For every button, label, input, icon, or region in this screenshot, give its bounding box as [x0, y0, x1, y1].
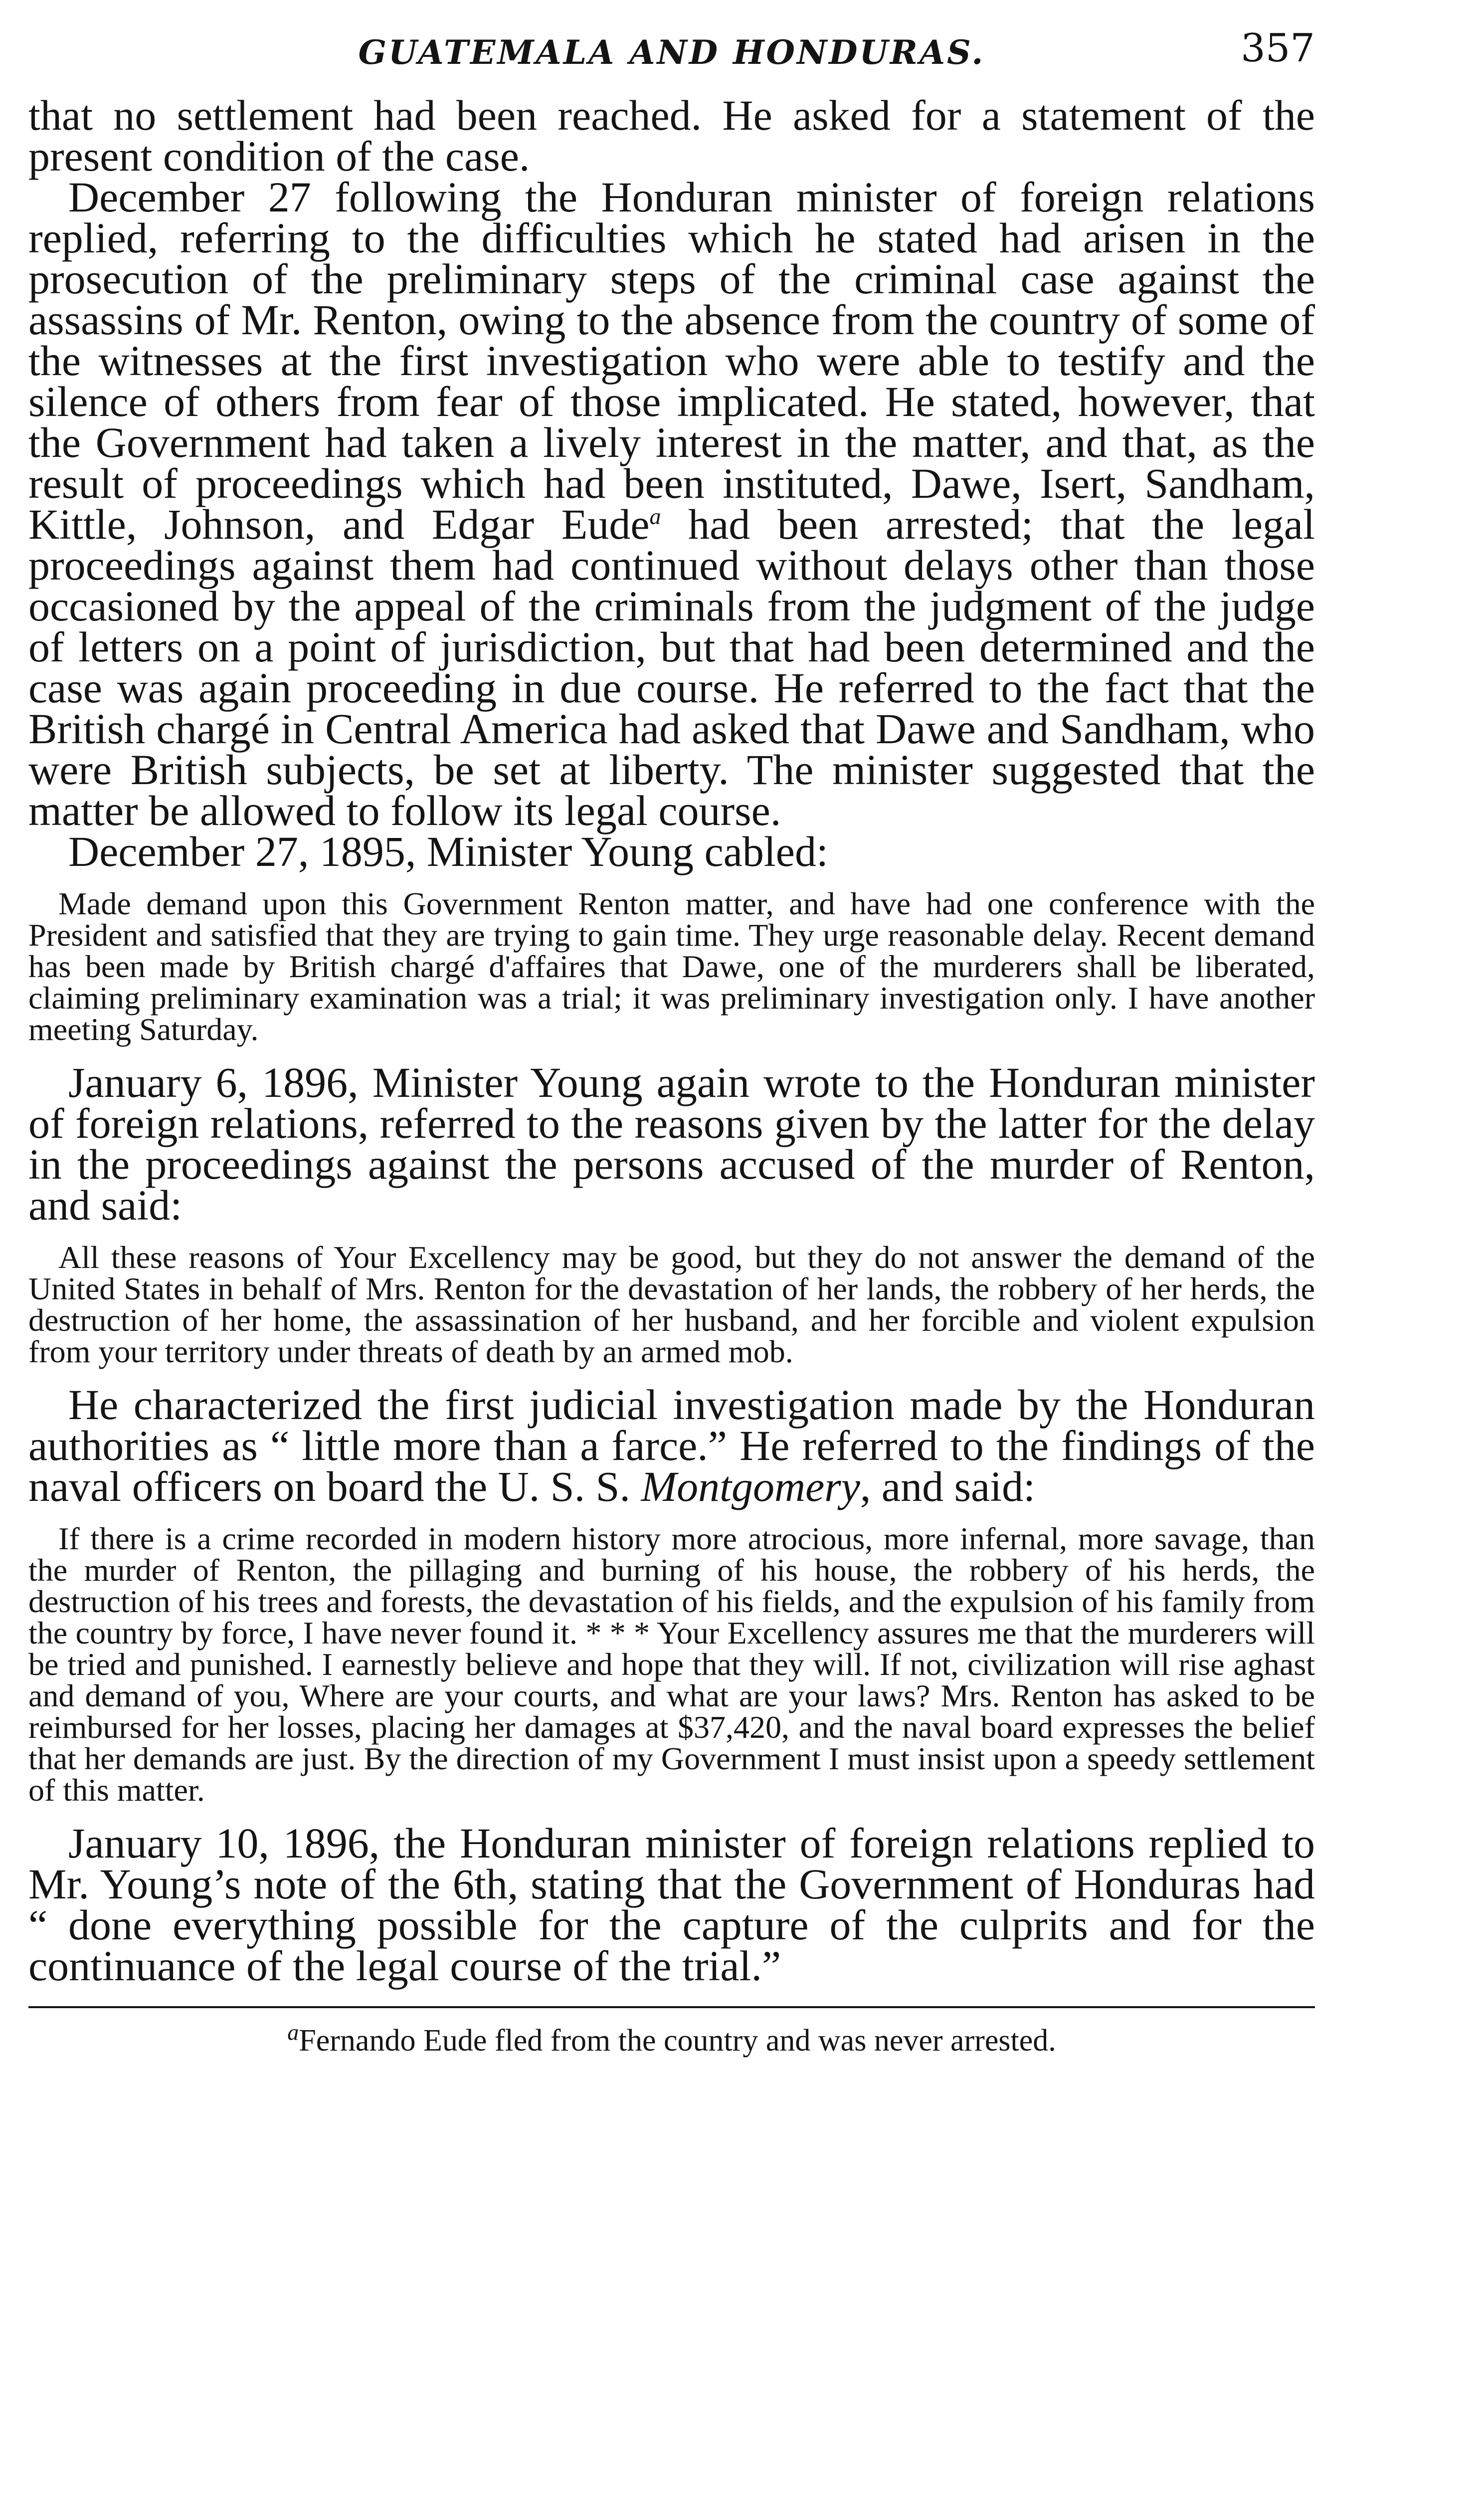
paragraph-2-text-b: had been arrested; that the legal proceedings against them had continued without delays other than those occasioned by the appeal of the criminals from the judgment of the judge of letters on a point of jurisdiction, but that had been determined and the case was again proceeding in due course. He referred to the fact that the British chargé in Central America had asked that Dawe and Sandham, who were British subjects, be set at liberty. The minister suggested that the matter be allowed to follow its legal course. [28, 500, 1315, 834]
page-number: 357 [1241, 26, 1315, 71]
quote-cable: Made demand upon this Government Renton matter, and have had one conference with the President and satisfied that they are trying to gain time. They urge reasonable delay. Recent demand has been made by British chargé d'affaires that Dawe, one of the murderers shall be liberated, claiming preliminary examination was a trial; it was preliminary investigation only. I have another meeting Saturday. [28, 886, 1315, 1047]
paragraph-6: January 10, 1896, the Honduran minister of foreign relations replied to Mr. Young’s note of the 6th, stating that the Government of Honduras had “ done everything possible for the capture of the culprits and for the continuance of the legal course of the trial.” [28, 1819, 1315, 1990]
paragraph-2 [28, 173, 1315, 834]
paragraph-5 [28, 1381, 1315, 1510]
paragraph-4: January 6, 1896, Minister Young again wrote to the Honduran minister of foreign relations, referred to the reasons given by the latter for the delay in the proceedings against the persons accused of the murder of Renton, and said: [28, 1058, 1315, 1229]
paragraph-5-text-a: He characterized the first judicial investigation made by the Honduran authorities as “ little more than a farce.” He referred to the findings of the naval officers on board the U. S. S. [28, 1381, 1315, 1510]
footnote [28, 2019, 1315, 2058]
paragraph-3: December 27, 1895, Minister Young cabled: [68, 828, 828, 875]
paragraph-5-text-b: , and said: [860, 1462, 1036, 1510]
quote-letter: All these reasons of Your Excellency may be good, but they do not answer the demand of the United States in behalf of Mrs. Renton for the devastation of her lands, the robbery of her herds, the destruction of her home, the assassination of her husband, and her forcible and violent expulsion from your territory under threats of death by an armed mob. [28, 1240, 1315, 1369]
footnote-text: Fernando Eude fled from the country and was never arrested. [299, 2024, 1056, 2058]
ship-name: Montgomery [641, 1462, 860, 1510]
page-header [28, 25, 1315, 95]
footnote-rule [28, 2006, 1315, 2008]
quote-naval-findings: If there is a crime recorded in modern history more atrocious, more infernal, more savage, than the murder of Renton, the pillaging and burning of his house, the robbery of his herds, the destruction of his trees and forests, the devastation of his fields, and the expulsion of his family from the country by force, I have never found it. * * * Your Excellency assures me that the murderers will be tried and punished. I earnestly believe and hope that they will. If not, civilization will rise aghast and demand of you, Where are your courts, and what are your laws? Mrs. Renton has asked to be reimbursed for her losses, placing her damages at $37,420, and the naval board expresses the belief that her demands are just. By the direction of my Government I must insist upon a speedy settlement of this matter. [28, 1521, 1315, 1808]
running-head: GUATEMALA AND HONDURAS. [358, 33, 985, 72]
paragraph-1: that no settlement had been reached. He asked for a statement of the present condition of the case. [28, 91, 1315, 180]
footnote-reference: a [649, 503, 661, 529]
paragraph-2-text-a: December 27 following the Honduran minister of foreign relations replied, referring to the difficulties which he stated had arisen in the prosecution of the preliminary steps of the criminal case against the assassins of Mr. Renton, owing to the absence from the country of some of the witnesses at the first investigation who were able to testify and the silence of others from fear of those implicated. He stated, however, that the Government had taken a lively interest in the matter, and that, as the result of proceedings which had been instituted, Dawe, Isert, Sandham, Kittle, Johnson, and Edgar Eude [28, 173, 1315, 548]
footnote-mark: a [287, 2019, 299, 2045]
page [28, 25, 1315, 2058]
